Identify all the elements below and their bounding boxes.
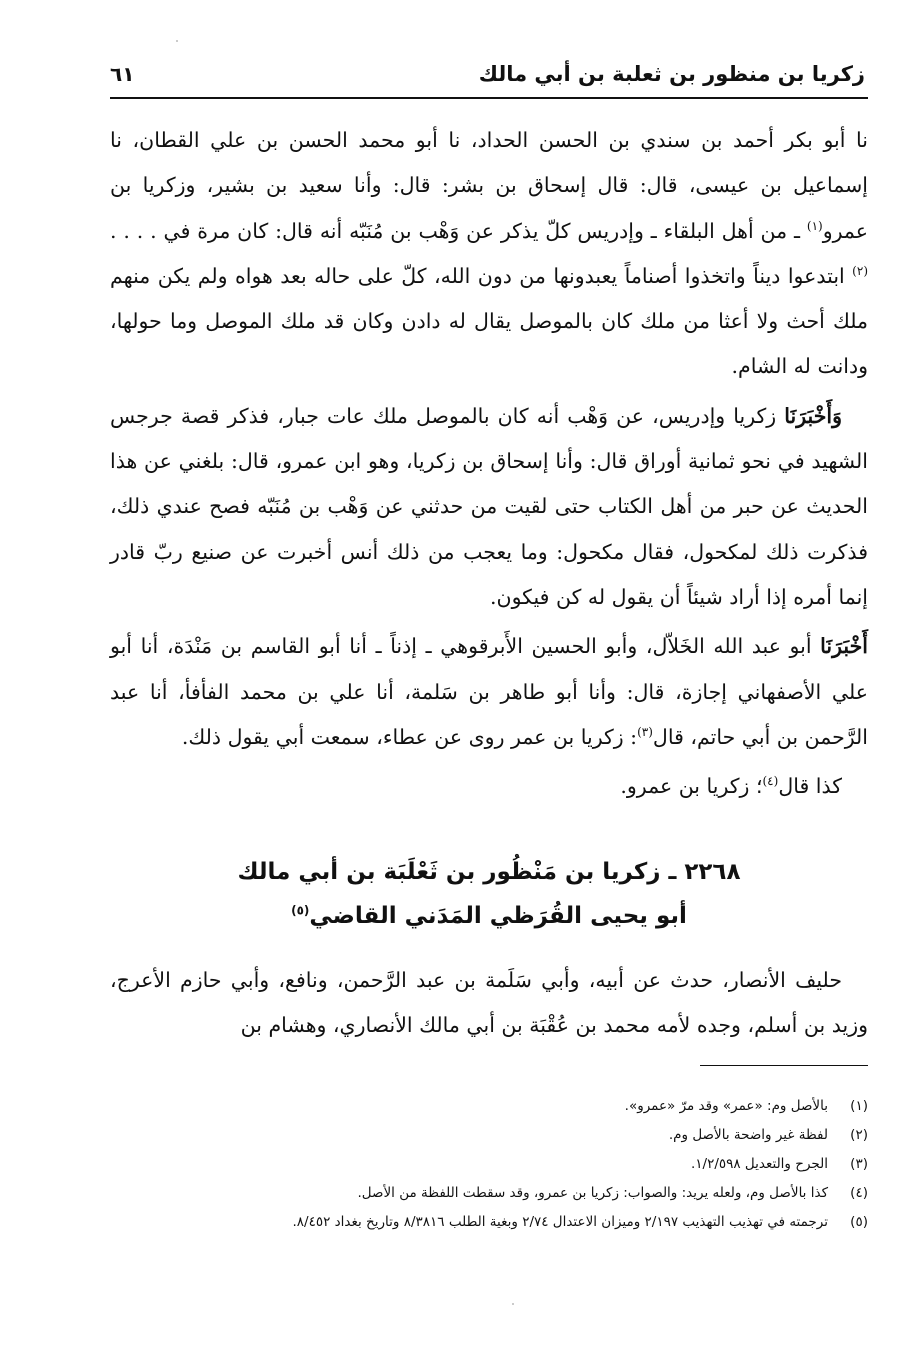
footnote-ref-5: (٥) [291,903,310,918]
paragraph-1-text-a: نا أبو بكر أحمد بن سندي بن الحسن الحداد، نا أبو محمد الحسن بن علي القطان، نا إسماعيل بن عيسى، قال: قال إسحاق بن بشر: قال: وأنا سعيد بن بشير، وزكريا بن عمرو [110,128,868,243]
scan-speck [176,40,178,42]
paragraph-3-text-a: أبو عبد الله الخَلاّل، وأبو الحسين الأَبرقوهي ـ إذناً ـ أنا أبو القاسم بن مَنْدَة، أنا أبو علي الأصفهاني إجازة، قال: وأنا أبو طاهر بن سَلمة، أنا علي بن محمد الفأفأ، أنا عبد الرَّحمن بن أبي حاتم، قال [110,634,868,749]
paragraph-4-text-b: ؛ زكريا بن عمرو. [620,774,763,799]
footnote-1 [110,1092,868,1121]
footnotes [110,1092,868,1237]
entry-heading-line-2-text: أبو يحيى القُرَظي المَدَني القاضي [309,903,687,929]
paragraph-3-text-b: : زكريا بن عمر روى عن عطاء، سمعت أبي يقول ذلك. [181,724,638,749]
footnote-number: (٣) [850,1156,868,1172]
footnote-number: (٤) [850,1185,868,1201]
paragraph-2 [110,394,868,620]
main-text [110,118,868,813]
footnote-ref-1: (١) [806,218,823,233]
paragraph-2-lead: وَأَخْبَرَنَا [784,403,842,428]
running-head: زكريا بن منظور بن ثعلبة بن أبي مالك [478,62,865,86]
footnote-ref-4: (٤) [762,774,779,789]
paragraph-4 [110,764,868,809]
footnote-rule [700,1065,868,1066]
footnote-5 [110,1208,868,1237]
footnote-4 [110,1179,868,1208]
footnote-number: (٢) [850,1127,868,1143]
entry-heading [110,850,868,938]
entry-heading-line-1: ٢٢٦٨ ـ زكريا بن مَنْظُور بن ثَعْلَبَة بن أبي مالك [237,859,741,885]
header-rule [110,97,868,99]
footnote-ref-2: (٢) [852,264,868,279]
footnote-number: (٥) [850,1214,868,1230]
footnote-2 [110,1121,868,1150]
page-header [110,60,865,96]
paragraph-3 [110,624,868,760]
footnote-text: كذا بالأصل وم، ولعله يريد: والصواب: زكريا بن عمرو، وقد سقطت اللفظة من الأصل. [357,1185,828,1201]
footnote-text: بالأصل وم: «عمر» وقد مرّ «عمرو». [624,1098,828,1114]
footnote-text: لفظة غير واضحة بالأصل وم. [668,1127,828,1143]
footnote-text: ترجمته في تهذيب التهذيب ٢/١٩٧ وميزان الاعتدال ٢/٧٤ وبغية الطلب ٨/٣٨١٦ وتاريخ بغداد ٨/٤٥٢. [292,1214,828,1230]
paragraph-1-text-b: ـ من أهل البلقاء ـ وإدريس كلّ يذكر عن وَهْب بن مُنَبّه أنه قال: كان مرة في . . . . [110,218,807,243]
entry-heading-line-2 [110,894,868,938]
scan-speck [512,1303,514,1305]
paragraph-3-lead: أَخْبَرَنَا [820,634,868,659]
footnote-number: (١) [850,1098,868,1114]
footnote-ref-3: (٣) [637,725,653,740]
paragraph-1-text-c: ابتدعوا ديناً واتخذوا أصناماً يعبدونها من دون الله، كلّ على حاله بعد هواه ولم يكن منهم ملك أحث ولا أعثا من ملك كان بالموصل يقال له دادن وكان قد ملك الموصل وما حولها، ودانت له الشام. [110,263,868,379]
footnote-text: الجرح والتعديل ١/٢/٥٩٨. [690,1156,828,1172]
entry-paragraph-1: حليف الأنصار، حدث عن أبيه، وأبي سَلَمة بن عبد الرَّحمن، ونافع، وأبي حازم الأعرج، وزيد بن أسلم، وجده لأمه محمد بن عُقْبَة بن أبي مالك الأنصاري، وهشام بن [110,968,868,1038]
paragraph-2-text: زكريا وإدريس، عن وَهْب أنه كان بالموصل ملك عات جبار، فذكر قصة جرجس الشهيد في نحو ثمانية أوراق قال: وأنا إسحاق بن زكريا، وهو ابن عمرو، قال: بلغني عن هذا الحديث عن حبر من أهل الكتاب حتى لقيت من حدثني عن وَهْب بن مُنَبّه فصح عندي ذلك، فذكرت ذلك لمكحول، فقال مكحول: وما يعجب من ذلك أنس أخبرت عن صنيع ربّ قادر إنما أمره إذا أراد شيئاً أن يقول له كن فيكون. [110,403,868,609]
paragraph-4-text-a: كذا قال [778,774,842,799]
footnote-3 [110,1150,868,1179]
page-number: ٦١ [110,62,135,86]
entry-text [110,958,868,1053]
paragraph-1 [110,118,868,390]
